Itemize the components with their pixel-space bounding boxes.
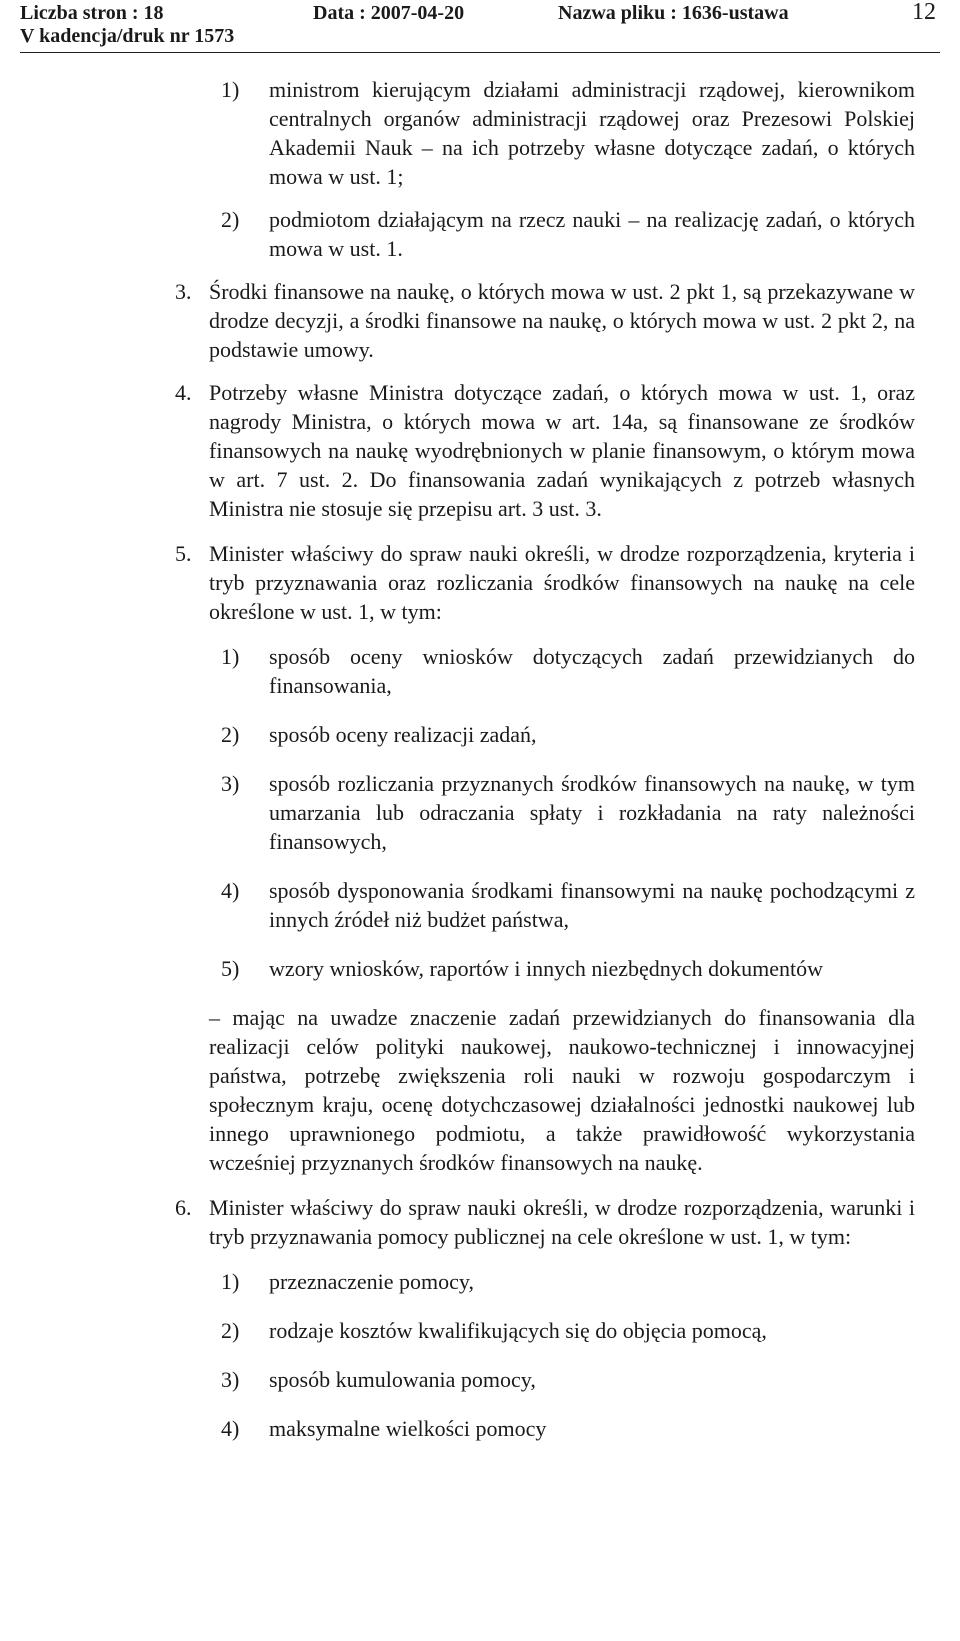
list-item [221,1267,915,1296]
item-text: ministrom kierującym działami administracji rządowej, kierownikom centralnych organów administracji rządowej oraz Prezesowi Polskiej Akademii Nauk – na ich potrzeby własne dotyczące zadań, o których mowa w ust. 1; [269,77,915,189]
list-item [221,954,915,983]
list-item [221,769,915,856]
list-item [221,1365,915,1394]
term-print-number: V kadencja/druk nr 1573 [20,25,235,47]
item-number: 1) [221,1269,240,1294]
item-number: 2) [221,1318,240,1343]
item-number: 3) [221,771,240,796]
item-number: 1) [221,644,240,669]
item-number: 2) [221,722,240,747]
item-text: wzory wniosków, raportów i innych niezbędnych dokumentów [269,956,823,981]
paragraph-3 [175,277,915,364]
paragraph-text: Minister właściwy do spraw nauki określi, w drodze rozporządzenia, kryteria i tryb przyznawania oraz rozliczania środków finansowych na naukę na cele określone w ust. 1, w tym: [209,541,915,624]
paragraph-text: Potrzeby własne Ministra dotyczące zadań, o których mowa w ust. 1, oraz nagrody Ministra, o których mowa w art. 14a, są finansowane ze środków finansowych na naukę wyodrębnionych w planie finansowym, o którym mowa w art. 7 ust. 2. Do finansowania zadań wynikających z potrzeb własnych Ministra nie stosuje się przepisu art. 3 ust. 3. [209,380,915,521]
page-header [20,0,940,53]
item-text: rodzaje kosztów kwalifikujących się do objęcia pomocą, [269,1318,767,1343]
item-text: sposób kumulowania pomocy, [269,1367,536,1392]
item-number: 5) [221,956,240,981]
paragraph-5 [175,539,915,626]
paragraph-number: 4. [175,380,192,405]
paragraph-4 [175,378,915,523]
paragraph-text: Minister właściwy do spraw nauki określi, w drodze rozporządzenia, warunki i tryb przyznawania pomocy publicznej na cele określone w ust. 1, w tym: [209,1195,915,1249]
item-text: podmiotom działającym na rzecz nauki – na realizację zadań, o których mowa w ust. 1. [269,207,915,261]
item-text: maksymalne wielkości pomocy [269,1416,547,1441]
item-number: 1) [221,77,240,102]
paragraph-5-closing: – mając na uwadze znaczenie zadań przewidzianych do finansowania dla realizacji celów polityki naukowej, naukowo-technicznej i innowacyjnej państwa, potrzebę zwiększenia roli nauki w rozwoju gospodarczym i społecznym kraju, ocenę dotychczasowej działalności jednostki naukowej lub innego uprawnionego podmiotu, a także prawidłowość wykorzystania wcześniej przyznanych środków finansowych na naukę. [209,1005,915,1175]
list-item [221,720,915,749]
list-item [221,1414,915,1443]
paragraph-text: Środki finansowe na naukę, o których mowa w ust. 2 pkt 1, są przekazywane w drodze decyzji, a środki finansowe na naukę, o których mowa w ust. 2 pkt 2, na podstawie umowy. [209,279,915,362]
list-item [221,642,915,700]
list-item [221,876,915,934]
list-item [221,205,915,263]
item-number: 2) [221,207,240,232]
item-text: sposób oceny wniosków dotyczących zadań przewidzianych do finansowania, [269,644,915,698]
item-number: 4) [221,878,240,903]
file-name: Nazwa pliku : 1636-ustawa [558,2,789,24]
item-text: sposób oceny realizacji zadań, [269,722,537,747]
item-number: 3) [221,1367,240,1392]
list-item [221,75,915,191]
paragraph-6 [175,1193,915,1251]
paragraph-number: 3. [175,279,192,304]
pages-count: Liczba stron : 18 [20,2,164,24]
document-date: Data : 2007-04-20 [313,2,465,24]
item-number: 4) [221,1416,240,1441]
item-text: sposób dysponowania środkami finansowymi na naukę pochodzącymi z innych źródeł niż budżet państwa, [269,878,915,932]
item-text: sposób rozliczania przyznanych środków finansowych na naukę, w tym umarzania lub odraczania spłaty i rozkładania na raty należności finansowych, [269,771,915,854]
page-number: 12 [912,0,936,25]
paragraph-number: 6. [175,1195,192,1220]
paragraph-number: 5. [175,541,192,566]
list-item [221,1316,915,1345]
document-body [175,75,915,1443]
item-text: przeznaczenie pomocy, [269,1269,475,1294]
